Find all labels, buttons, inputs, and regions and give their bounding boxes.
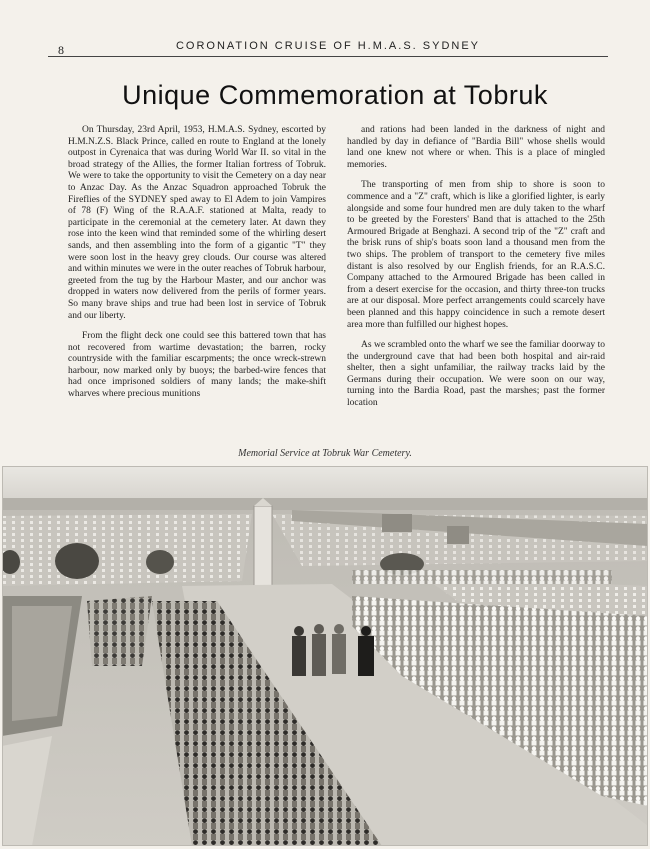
page-number: 8 — [58, 43, 64, 57]
photo-caption: Memorial Service at Tobruk War Cemetery. — [238, 448, 412, 459]
paragraph: On Thursday, 23rd April, 1953, H.M.A.S. Sydney, escorted by H.M.N.Z.S. Black Prince, called en route to England at the lonely outpost in Cyrenaica that was during World War II. so vital in the broad strategy of the Allies, the former Italian fortress of Tobruk. We were to take the opportunity to visit the Cemetery on a day near to Anzac Day. As the Anzac Squadron approached Tobruk the Fireflies of the SYDNEY sped away to El Adem to join Vampires of 78 (F) Wing of the R.A.A.F. stationed at Malta, ready to participate in the ceremonial at the cemetery later. At dawn they rose into the keen wind that reminded some of the whirling desert sands, and then assembling into the form of a gigantic "T" they were soon lost in the heavy grey clouds. Our course was altered and within minutes we were in the outer reaches of Tobruk harbour, greeted from the tug by the Harbour Master, and our anchor was dropped in waters now delivered from the perils of former years. So many brave ships and true had been lost in service of Tobruk and our liberty. — [68, 125, 326, 321]
paragraph: and rations had been landed in the darkness of night and handled by day in defiance of "Bardia Bill" whose shells would land one knew not where or when. This is a place of mingled memories. — [347, 125, 605, 170]
memorial-service-photo — [2, 466, 648, 846]
running-head: CORONATION CRUISE OF H.M.A.S. SYDNEY — [175, 40, 481, 52]
article-title: Unique Commemoration at Tobruk — [122, 80, 548, 110]
photo-illustration — [2, 466, 648, 846]
left-column — [68, 125, 326, 410]
page-header — [48, 38, 608, 57]
paragraph: As we scrambled onto the wharf we see the familiar doorway to the underground cave that had been both hospital and air-raid shelter, then a sight unfamiliar, the railway tracks laid by the Germans during their occupation. We were soon on our way, turning into the Bardia Road, past the marshes; past the former location — [347, 340, 605, 409]
right-column — [347, 125, 605, 419]
paragraph: From the flight deck one could see this battered town that has not recovered from wartime devastation; the barren, rocky countryside with the familiar escarpments; the once wreck-strewn harbour, now marked only by buoys; the barbed-wire fences that had once imprisoned soldiers of many lands; the make-shift wharves where precious munitions — [68, 331, 326, 400]
paragraph: The transporting of men from ship to shore is soon to commence and a "Z" craft, which is like a glorified lighter, is early alongside and some four hundred men are duly taken to the wharf to be greeted by the Foresters' Band that is attached to the 25th Armoured Brigade at Benghazi. A second trip of the "Z" craft and the brisk runs of ship's boats soon land a thousand men from the two ships. The problem of transport to the cemetery five miles distant is also resolved by our English friends, for an R.A.S.C. Company attached to the Armoured Brigade has been called in from a desert exercise for the occasion, and thirty three-ton trucks are at our disposal. More perfect arrangements could scarcely have been planned and this happy coincidence in such a remote desert area more than fulfilled our highest hopes. — [347, 180, 605, 330]
